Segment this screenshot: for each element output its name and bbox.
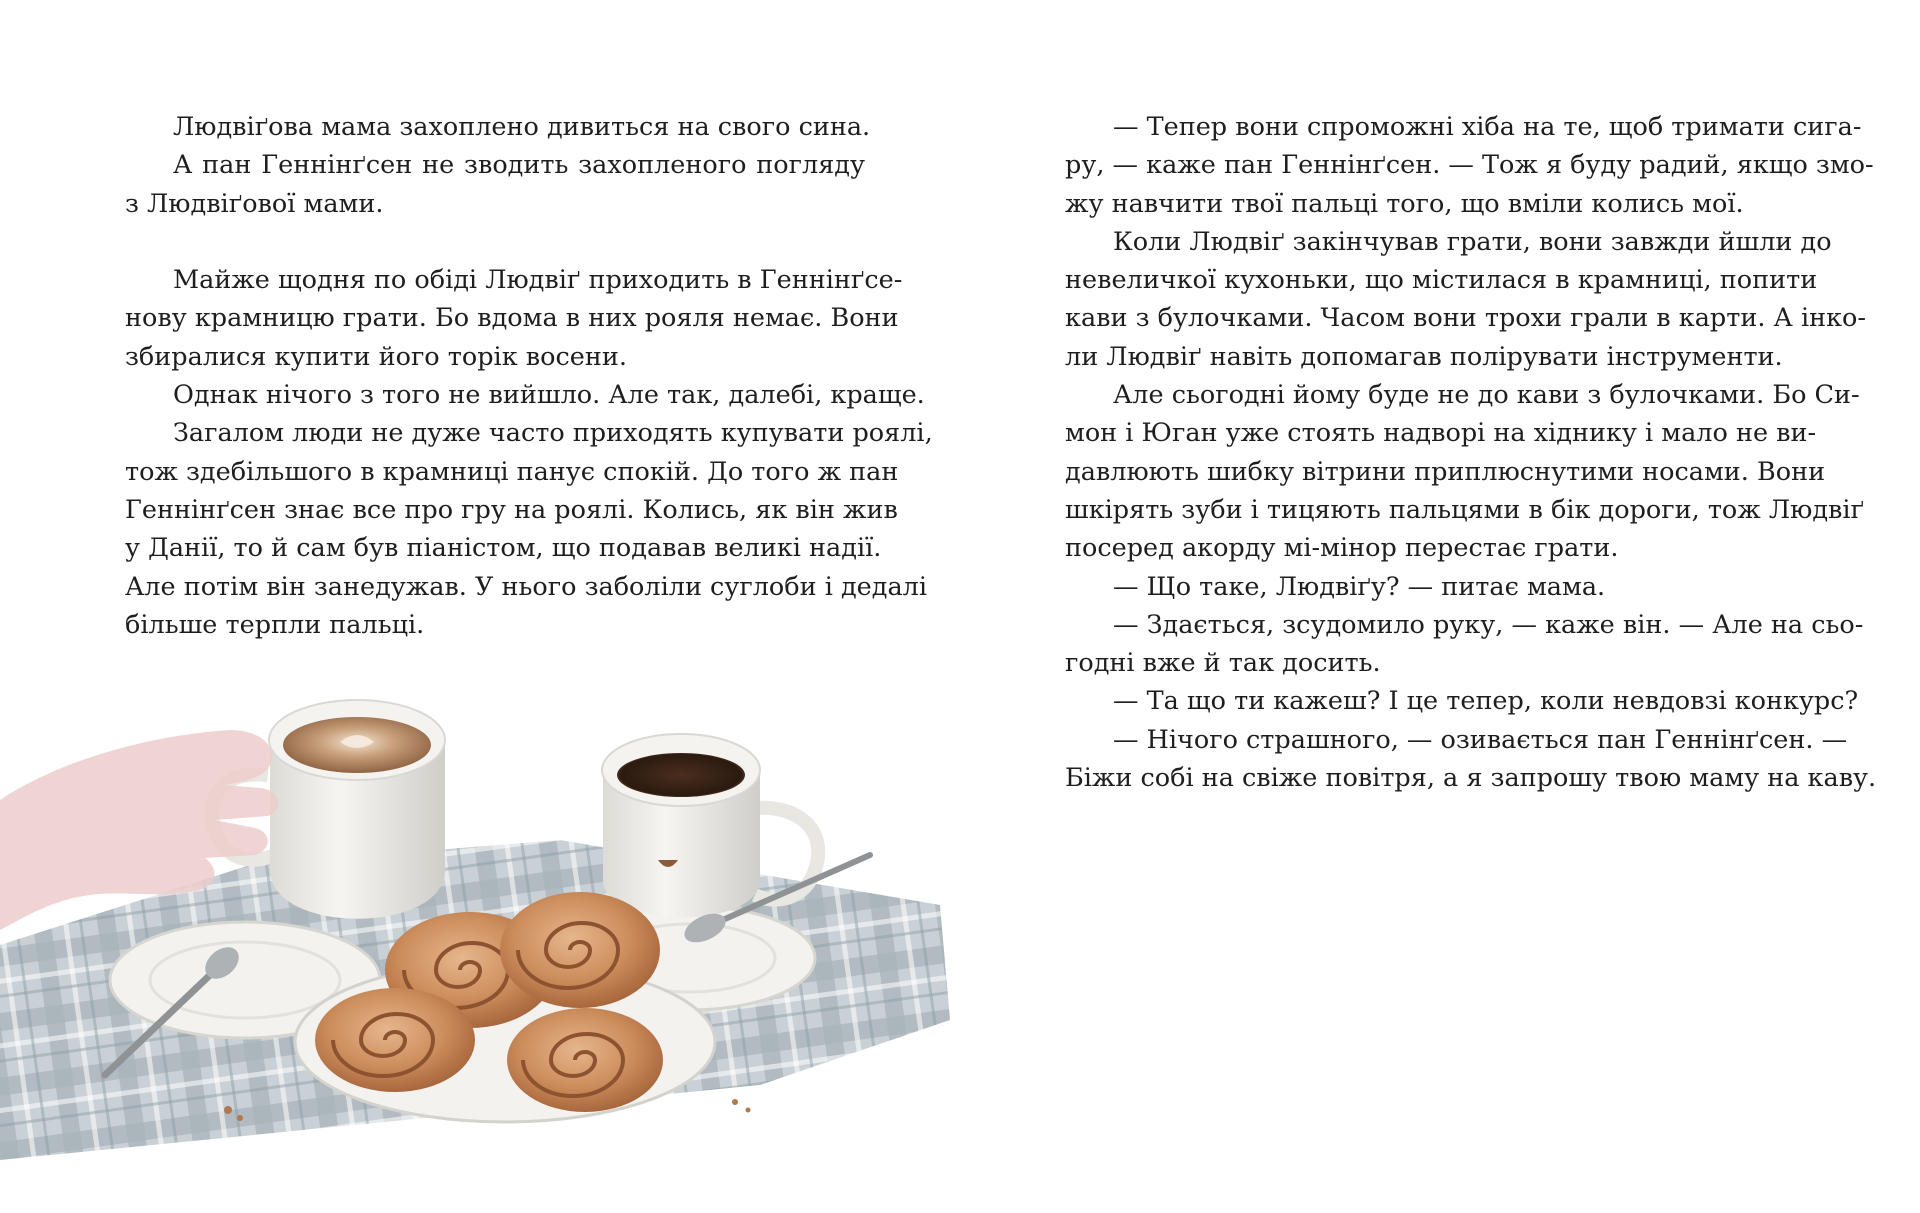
text-line: у Данії, то й сам був піаністом, що подавав великі надії. [125,533,882,564]
right-page-text [1065,108,1877,797]
text-line: більше терпли пальці. [125,609,425,640]
left-page-text [125,108,933,644]
text-line: Однак нічого з того не вийшло. Але так, далебі, краще. [173,380,925,411]
text-line: — Нічого страшного, — озивається пан Геннінґсен. — [1113,724,1848,755]
text-line: А пан Геннінґсен не зводить захопленого погляду [173,150,865,181]
text-line: Але потім він занедужав. У нього заболіли суглоби і дедалі [125,571,928,602]
text-line: посеред акорду мі-мінор перестає грати. [1065,533,1619,564]
coffee-and-buns-illustration [0,690,960,1213]
text-line: ли Людвіґ навіть допомагав полірувати інструменти. [1065,341,1783,372]
text-line: Але сьогодні йому буде не до кави з булочками. Бо Си- [1113,380,1860,411]
text-line: тож здебільшого в крамниці панує спокій. До того ж пан [125,456,899,487]
text-line: — Здається, зсудомило руку, — каже він. — Але на сьо- [1113,609,1864,640]
text-line: мон і Юган уже стоять надворі на хіднику і мало не ви- [1065,418,1817,449]
text-line: Геннінґсен знає все про гру на роялі. Колись, як він жив [125,494,898,525]
text-line: Біжи собі на свіже повітря, а я запрошу твою маму на каву. [1065,763,1877,794]
text-line: жу навчити твої пальці того, що вміли колись мої. [1065,188,1744,219]
text-line: з Людвіґової мами. [125,188,384,219]
text-line: Загалом люди не дуже часто приходять купувати роялі, [173,418,933,449]
text-line: Людвіґова мама захоплено дивиться на свого сина. [173,112,871,142]
text-line: нову крамницю грати. Бо вдома в них рояля немає. Вони [125,303,899,334]
text-line: збиралися купити його торік восени. [125,341,627,372]
text-line: невеличкої кухоньки, що містилася в крамниці, попити [1065,265,1818,296]
paragraph-gap [125,223,865,261]
text-line: шкірять зуби і тицяють пальцями в бік дороги, тож Людвіґ [1065,494,1865,525]
text-line: годні вже й так досить. [1065,648,1381,679]
text-line: Майже щодня по обіді Людвіґ приходить в Геннінґсе- [173,265,903,296]
text-line: Коли Людвіґ закінчував грати, вони завжди йшли до [1113,226,1832,257]
text-line: — Тепер вони спроможні хіба на те, щоб тримати сига- [1113,112,1862,142]
text-line: давлюють шибку вітрини приплюснутими носами. Вони [1065,456,1826,487]
text-line: — Що таке, Людвіґу? — питає мама. [1113,571,1606,602]
text-line: кави з булочками. Часом вони трохи грали в карти. А інко- [1065,303,1867,334]
text-line: ру, — каже пан Геннінґсен. — Тож я буду радий, якщо змо- [1065,150,1874,181]
text-line: — Та що ти кажеш? І це тепер, коли невдовзі конкурс? [1113,686,1859,717]
right-page [960,0,1920,1213]
